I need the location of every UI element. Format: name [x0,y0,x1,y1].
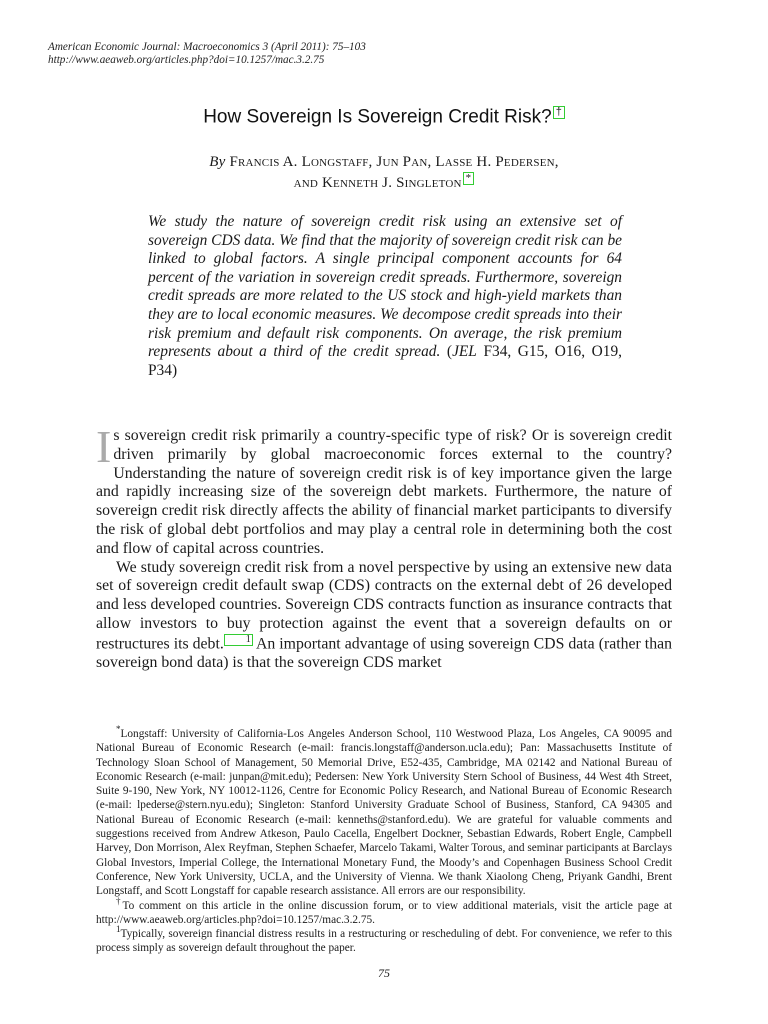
body-text [96,421,673,673]
by-label: By [209,154,226,170]
footnote-mark: 1 [116,924,121,935]
jel-label: JEL [452,343,477,361]
paragraph-1-text: s sovereign credit risk primarily a country-specific type of risk? Or is sovereign credit driven primarily by global macroeconomic forces external to the country? Understanding the nature of sovereign credit risk is of key importance given the large and rapidly increasing size of the sovereign debt markets. Furthermore, the nature of sovereign credit risk directly affects the ability of financial market participants to diversify the risk of global debt portfolios and may play a central role in determining both the cost and flow of capital across countries. [96,427,672,557]
footnote-text: Longstaff: University of California-Los Angeles Anderson School, 110 Westwood Plaza, Los Angeles, CA 90095 and National Bureau of Economic Research (e-mail: francis.longstaff@anderson.ucla.edu); Pan: Massachusetts Institute of Technology Sloan School of Management, 50 Memorial Drive, E52-435, Cambridge, MA 02142 and National Bureau of Economic Research (e-mail: junpan@mit.edu); Pedersen: New York University Stern School of Business, 44 West 4th Street, Suite 9-190, New York, NY 10012-1126, Centre for Economic Policy Research, and National Bureau of Economic Research (e-mail: lpederse@stern.nyu.edu); Singleton: Stanford University Graduate School of Business, Stanford, CA 94305 and National Bureau of Economic Research (e-mail: kenneths@stanford.edu). We are grateful for valuable comments and suggestions received from Andrew Atkeson, Paulo Cacella, Engelbert Dockner, Sebastian Edwards, Robert Engle, Campbell Harvey, Don Morrison, Alex Reyfman, Stephen Schaefer, Marcelo Takami, Walter Torous, and seminar participants at Barclays Global Investors, Imperial College, the International Monetary Fund, the Moody’s and Copenhagen Business School Credit Conference, New York University, UCLA, and the University of Vienna. We thank Xiaolong Cheng, Priyank Gandhi, Brent Longstaff, and Scott Longstaff for capable research assistance. All errors are our responsibility. [96,728,672,898]
author-footnote-link[interactable]: * [463,172,475,185]
jel-codes: F34, G15, O16, O19, P34) [148,343,622,379]
article-url[interactable]: http://www.aeaweb.org/articles.php?doi=10.1257/mac.3.2.75 [48,54,325,66]
drop-cap: I [96,421,112,472]
title-footnote-link[interactable]: † [553,106,565,119]
authors-line-1: Francis A. Longstaff, Jun Pan, Lasse H. Pedersen, [229,154,559,170]
abstract-text: We study the nature of sovereign credit risk using an extensive set of sovereign CDS data. We find that the majority of sovereign credit risk can be linked to global factors. A single principal component accounts for 64 percent of the variation in sovereign credit spreads. Furthermore, sovereign credit spreads are more related to the US stock and high-yield markets than they are to local economic measures. We decompose credit spreads into their risk premium and default risk components. On average, the risk premium represents about a third of the credit spread. [148,213,622,361]
journal-citation: American Economic Journal: Macroeconomics 3 (April 2011): 75–103 [48,41,366,53]
page-number: 75 [378,966,390,980]
footnote-1-link[interactable]: 1 [224,634,253,646]
authors-line-2: and Kenneth J. Singleton [293,175,462,191]
paper-title [0,106,768,128]
footnotes [96,724,672,956]
paragraph-1 [96,421,672,559]
footnote-mark: * [116,724,121,735]
footnote-mark: † [116,895,123,906]
paragraph-2-text-b: An important advantage of using sovereign CDS data (rather than sovereign bond data) is that the sovereign CDS market [96,635,673,671]
footnote-1 [96,924,672,956]
footnote-text: To comment on this article in the online discussion forum, or to view additional materials, visit the article page at http://www.aeaweb.org/articles.php?doi=10.1257/mac.3.2.75. [96,899,672,926]
abstract: We study the nature of sovereign credit risk using an extensive set of sovereign CDS data. We find that the majority of sovereign credit risk can be linked to global factors. A single principal component accounts for 64 percent of the variation in sovereign credit spreads. Furthermore, sovereign credit spreads are more related to the US stock and high-yield markets than they are to local economic measures. We decompose credit spreads into their risk premium and default risk components. On average, the risk premium represents about a third of the credit spread. (JEL F34, G15, O16, O19, P34) [148,213,622,379]
footnote-comment [96,895,672,928]
journal-header [48,41,366,67]
footnote-affiliations [96,724,672,899]
title-text: How Sovereign Is Sovereign Credit Risk? [203,106,552,128]
paragraph-2 [96,559,672,673]
footnote-text: Typically, sovereign financial distress results in a restructuring or rescheduling of debt. For convenience, we refer to this process simply as sovereign default throughout the paper. [96,928,672,955]
paragraph-2-text-a: We study sovereign credit risk from a novel perspective by using an extensive new data set of sovereign credit default swap (CDS) contracts on the external debt of 26 developed and less developed countries. Sovereign CDS contracts function as insurance contracts that allow investors to buy protection against the event that a sovereign defaults on or restructures its debt. [96,558,672,653]
author-block [0,152,768,193]
